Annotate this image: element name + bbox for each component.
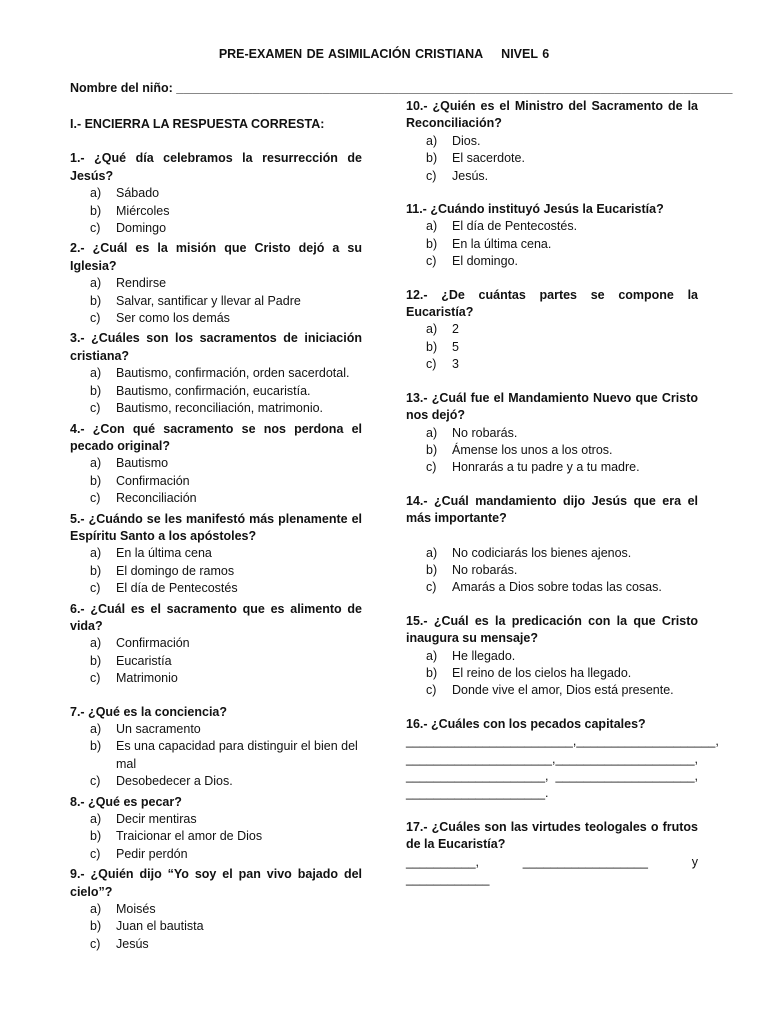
answer-option[interactable] (70, 635, 362, 652)
option-text: Bautismo, reconciliación, matrimonio. (116, 401, 324, 416)
option-letter: a) (90, 902, 102, 917)
option-text: Donde vive el amor, Dios está presente. (452, 683, 674, 698)
answer-options (406, 545, 698, 597)
option-letter: a) (426, 219, 438, 234)
option-text: 5 (452, 339, 459, 354)
answer-option[interactable] (70, 383, 362, 400)
answer-option[interactable] (406, 150, 698, 167)
answer-option[interactable] (70, 828, 362, 845)
question-11 (406, 201, 698, 271)
option-letter: c) (90, 581, 101, 596)
answer-blank[interactable]: ____________________. (406, 786, 549, 801)
option-letter: c) (90, 491, 101, 506)
option-letter: b) (90, 203, 102, 218)
option-text: Ser como los demás (116, 311, 230, 326)
option-letter: a) (90, 186, 102, 201)
question-text: 3.- ¿Cuáles son los sacramentos de iniciación cristiana? (70, 331, 362, 363)
conjunction-text: y (691, 854, 698, 869)
answer-option[interactable] (406, 665, 698, 682)
option-text: Juan el bautista (116, 919, 204, 934)
answer-blank-row (406, 854, 698, 871)
answer-option[interactable] (70, 185, 362, 202)
option-letter: c) (90, 311, 101, 326)
answer-option[interactable] (406, 648, 698, 665)
answer-option[interactable] (70, 670, 362, 687)
option-letter: b) (426, 236, 438, 251)
answer-option[interactable] (406, 682, 698, 699)
answer-option[interactable] (70, 365, 362, 382)
option-letter: c) (426, 683, 437, 698)
question-12 (406, 287, 698, 374)
answer-blank[interactable]: __________, (406, 854, 479, 869)
option-letter: b) (90, 829, 102, 844)
answer-option[interactable] (70, 220, 362, 237)
option-text: Es una capacidad para distinguir el bien del mal (116, 739, 358, 771)
answer-option[interactable] (406, 459, 698, 476)
answer-option[interactable] (70, 473, 362, 490)
option-letter: c) (426, 254, 437, 269)
answer-options (406, 321, 698, 373)
answer-option[interactable] (70, 275, 362, 292)
left-column (70, 116, 362, 969)
option-letter: b) (426, 339, 438, 354)
option-letter: a) (90, 722, 102, 736)
option-letter: b) (90, 653, 102, 668)
answer-blank-row (406, 785, 698, 802)
option-text: 3 (452, 357, 459, 372)
option-letter: b) (90, 293, 102, 308)
question-17 (406, 819, 698, 889)
answer-options (70, 811, 362, 863)
answer-option[interactable] (70, 563, 362, 580)
answer-option[interactable] (70, 738, 362, 773)
question-16 (406, 716, 719, 803)
answer-options (406, 425, 698, 477)
question-text: 1.- ¿Qué día celebramos la resurrección de Jesús? (70, 151, 362, 183)
answer-option[interactable] (70, 293, 362, 310)
question-text: 12.- ¿De cuántas partes se compone la Eucaristía? (406, 287, 698, 320)
question-text: 10.- ¿Quién es el Ministro del Sacramento de la Reconciliación? (406, 99, 698, 131)
answer-options (70, 185, 362, 237)
option-letter: b) (90, 383, 102, 398)
question-10 (406, 98, 698, 185)
answer-options (406, 648, 698, 700)
option-text: Dios. (452, 133, 481, 148)
option-text: Ámense los unos a los otros. (452, 442, 613, 457)
question-text: 7.- ¿Qué es la conciencia? (70, 704, 228, 719)
option-letter: c) (90, 671, 101, 686)
question-text: 8.- ¿Qué es pecar? (70, 794, 182, 809)
answer-option[interactable] (70, 811, 362, 828)
option-text: Matrimonio (116, 671, 178, 686)
question-3 (70, 330, 362, 417)
option-text: Decir mentiras (116, 812, 197, 827)
option-text: El día de Pentecostés. (452, 219, 578, 234)
option-letter: a) (90, 812, 102, 827)
option-text: Pedir perdón (116, 846, 188, 861)
option-letter: a) (90, 636, 102, 651)
option-letter: a) (426, 322, 438, 337)
answer-blank[interactable]: ____________ (406, 872, 490, 887)
question-spacer (406, 528, 698, 545)
answer-option[interactable] (70, 936, 362, 953)
answer-option[interactable] (406, 579, 698, 596)
answer-blank[interactable]: __________________ (522, 854, 648, 869)
answer-option[interactable] (406, 133, 698, 150)
option-text: Bautismo (116, 456, 169, 471)
option-text: Desobedecer a Dios. (116, 774, 233, 789)
option-letter: c) (426, 580, 437, 595)
answer-option[interactable] (406, 218, 698, 235)
answer-blank[interactable]: ____________________, (576, 734, 719, 749)
answer-option[interactable] (406, 339, 698, 356)
option-text: Jesús. (452, 168, 489, 183)
option-letter: b) (90, 919, 102, 934)
option-text: Domingo (116, 221, 167, 236)
answer-option[interactable] (70, 310, 362, 327)
answer-option[interactable] (70, 580, 362, 597)
answer-blank[interactable]: _____________________, (406, 751, 556, 766)
right-column (406, 98, 719, 891)
question-8 (70, 794, 362, 864)
answer-options (70, 545, 362, 597)
option-text: He llegado. (452, 648, 516, 663)
answer-option[interactable] (70, 455, 362, 472)
answer-blank[interactable]: ________________________, (406, 734, 577, 749)
answer-option[interactable] (70, 901, 362, 918)
answer-blank-row (406, 733, 719, 750)
option-text: El domingo de ramos (116, 563, 235, 578)
option-letter: c) (90, 936, 101, 951)
option-text: Traicionar el amor de Dios (116, 829, 263, 844)
answer-option[interactable] (70, 721, 362, 738)
question-text: 9.- ¿Quién dijo “Yo soy el pan vivo bajado del cielo”? (70, 867, 362, 899)
option-text: Amarás a Dios sobre todas las cosas. (452, 580, 662, 595)
answer-option[interactable] (406, 253, 698, 270)
answer-option[interactable] (406, 545, 698, 562)
question-2 (70, 240, 362, 327)
answer-options (70, 635, 362, 687)
option-letter: c) (90, 846, 101, 861)
question-15 (406, 613, 698, 700)
question-7 (70, 704, 362, 791)
question-13 (406, 390, 698, 477)
option-letter: b) (426, 442, 438, 457)
answer-blank-row (406, 768, 698, 785)
answer-option[interactable] (70, 545, 362, 562)
option-text: El reino de los cielos ha llegado. (452, 665, 632, 680)
student-name-blank[interactable]: ________________________________________________________________________________ (176, 81, 733, 95)
option-text: Confirmación (116, 636, 190, 651)
option-letter: b) (426, 562, 438, 577)
option-letter: a) (426, 648, 438, 663)
question-text: 14.- ¿Cuál mandamiento dijo Jesús que era el más importante? (406, 493, 698, 526)
option-letter: c) (90, 221, 101, 236)
option-text: Reconciliación (116, 491, 197, 506)
answer-options (70, 275, 362, 327)
option-text: Sábado (116, 186, 160, 201)
option-letter: b) (90, 473, 102, 488)
option-text: Miércoles (116, 203, 170, 218)
option-text: Jesús (116, 936, 149, 951)
answer-option[interactable] (406, 168, 698, 185)
answer-option[interactable] (406, 425, 698, 442)
answer-blank-row (406, 751, 698, 768)
answer-options (70, 901, 362, 953)
answer-option[interactable] (70, 400, 362, 417)
option-text: El sacerdote. (452, 151, 525, 166)
option-letter: a) (426, 425, 438, 440)
question-9 (70, 866, 362, 953)
answer-option[interactable] (70, 846, 362, 863)
answer-option[interactable] (406, 356, 698, 373)
answer-option[interactable] (70, 918, 362, 935)
question-text: 5.- ¿Cuándo se les manifestó más plenamente el Espíritu Santo a los apóstoles? (70, 511, 362, 543)
option-text: Honrarás a tu padre y a tu madre. (452, 460, 640, 475)
option-text: Bautismo, confirmación, eucaristía. (116, 383, 311, 398)
option-text: Un sacramento (116, 722, 201, 736)
question-text: 16.- ¿Cuáles con los pecados capitales? (406, 716, 646, 731)
answer-option[interactable] (406, 236, 698, 253)
exam-title-text: PRE-EXAMEN DE ASIMILACIÓN CRISTIANA (218, 47, 484, 61)
answer-options (70, 365, 362, 417)
student-name-field[interactable] (70, 80, 733, 97)
answer-blank[interactable]: ____________________, (406, 769, 549, 783)
option-text: Bautismo, confirmación, orden sacerdotal. (116, 366, 350, 381)
option-text: En la última cena (116, 546, 212, 561)
option-letter: b) (426, 151, 438, 166)
question-text: 15.- ¿Cuál es la predicación con la que Cristo inaugura su mensaje? (406, 613, 698, 646)
option-letter: a) (426, 133, 438, 148)
answer-options (406, 133, 698, 185)
option-letter: c) (90, 401, 101, 416)
question-14 (406, 493, 698, 597)
student-name-label: Nombre del niño: (70, 81, 173, 95)
option-text: 2 (452, 322, 459, 337)
option-letter: b) (90, 739, 102, 754)
option-letter: a) (90, 276, 102, 291)
option-text: Confirmación (116, 473, 190, 488)
option-text: No codiciarás los bienes ajenos. (452, 545, 632, 560)
question-text: 4.- ¿Con qué sacramento se nos perdona el pecado original? (70, 421, 362, 453)
answer-option[interactable] (70, 653, 362, 670)
option-text: Salvar, santificar y llevar al Padre (116, 293, 301, 308)
question-1 (70, 150, 362, 237)
option-letter: b) (90, 563, 102, 578)
question-6 (70, 601, 362, 688)
section-heading: I.- ENCIERRA LA RESPUESTA CORRESTA: (70, 117, 325, 131)
answer-option[interactable] (70, 203, 362, 220)
answer-blank[interactable]: ____________________, (555, 751, 698, 766)
question-text: 2.- ¿Cuál es la misión que Cristo dejó a su Iglesia? (70, 241, 362, 273)
option-text: En la última cena. (452, 236, 552, 251)
option-text: No robarás. (452, 425, 518, 440)
question-4 (70, 421, 362, 508)
option-letter: c) (426, 168, 437, 183)
answer-option[interactable] (70, 773, 362, 790)
option-letter: a) (90, 546, 102, 561)
option-text: Rendirse (116, 276, 167, 291)
answer-option[interactable] (406, 442, 698, 459)
question-5 (70, 511, 362, 598)
option-letter: b) (426, 665, 438, 680)
answer-option[interactable] (406, 321, 698, 338)
answer-blank[interactable]: ____________________, (555, 769, 698, 783)
option-letter: c) (426, 460, 437, 475)
option-letter: c) (426, 357, 437, 372)
question-text: 11.- ¿Cuándo instituyó Jesús la Eucaristía? (406, 202, 664, 217)
question-text: 17.- ¿Cuáles son las virtudes teologales o frutos de la Eucaristía? (406, 819, 698, 852)
answer-options (70, 721, 362, 791)
option-letter: c) (90, 774, 101, 789)
answer-option[interactable] (70, 490, 362, 507)
option-text: El domingo. (452, 254, 519, 269)
option-text: Moisés (116, 902, 156, 917)
question-text: 13.- ¿Cuál fue el Mandamiento Nuevo que Cristo nos dejó? (406, 390, 698, 423)
option-letter: a) (90, 366, 102, 381)
answer-options (406, 218, 698, 270)
option-letter: a) (426, 545, 438, 560)
option-text: No robarás. (452, 562, 518, 577)
answer-options (70, 455, 362, 507)
option-letter: a) (90, 456, 102, 471)
question-text: 6.- ¿Cuál es el sacramento que es alimento de vida? (70, 601, 362, 633)
option-text: El día de Pentecostés (116, 581, 238, 596)
exam-level: NIVEL 6 (501, 47, 550, 61)
answer-option[interactable] (406, 562, 698, 579)
exam-title (0, 46, 768, 63)
option-text: Eucaristía (116, 653, 172, 668)
